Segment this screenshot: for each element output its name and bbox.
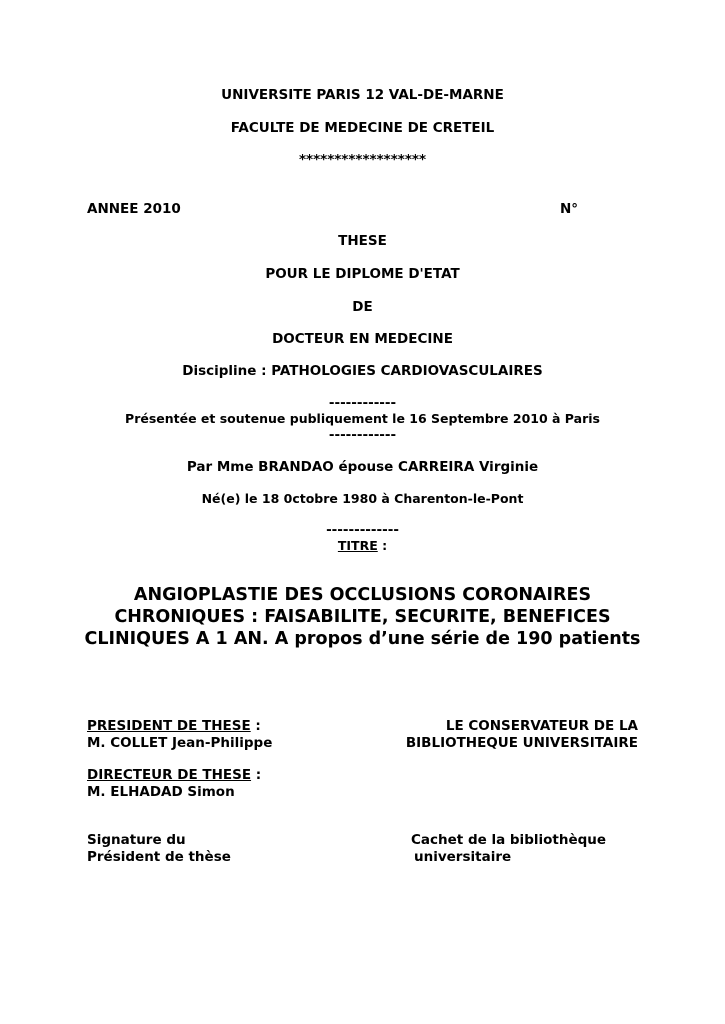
title-colon: :	[377, 538, 388, 553]
signature-line-2: Président de thèse	[87, 849, 231, 865]
conservateur-line-1: LE CONSERVATEUR DE LA	[445, 718, 638, 734]
title-label: TITRE	[337, 538, 378, 553]
director-heading	[87, 767, 261, 783]
director-name: M. ELHADAD Simon	[87, 784, 235, 800]
diploma-line-3: DOCTEUR EN MEDECINE	[272, 331, 453, 347]
presentation-text: Présentée et soutenue publiquement le 16 Septembre 2010 à Paris	[125, 411, 600, 426]
stars-separator: ******************	[298, 152, 427, 168]
signature-line-1: Signature du	[87, 832, 186, 848]
thesis-title	[40, 584, 685, 650]
dash-separator-bottom: ------------	[328, 427, 397, 443]
thesis-title-line-3: CLINIQUES A 1 AN. A propos d’une série de 190 patients	[84, 629, 641, 649]
author-name: Par Mme BRANDAO épouse CARREIRA Virginie	[186, 459, 539, 475]
university-name: UNIVERSITE PARIS 12 VAL-DE-MARNE	[221, 87, 504, 103]
thesis-title-line-2: CHRONIQUES : FAISABILITE, SECURITE, BENEFICES	[114, 607, 611, 627]
thesis-type: THESE	[338, 233, 387, 249]
library-stamp-line-1: Cachet de la bibliothèque	[411, 832, 607, 848]
faculty-name: FACULTE DE MEDECINE DE CRETEIL	[230, 120, 495, 136]
thesis-title-line-1: ANGIOPLASTIE DES OCCLUSIONS CORONAIRES	[133, 585, 592, 605]
diploma-line-2: DE	[352, 299, 373, 315]
year-label: ANNEE 2010	[87, 201, 181, 217]
diploma-line-1: POUR LE DIPLOME D'ETAT	[265, 266, 460, 282]
director-colon: :	[251, 767, 262, 783]
president-label: PRESIDENT DE THESE	[87, 718, 251, 734]
discipline: Discipline : PATHOLOGIES CARDIOVASCULAIRES	[182, 363, 543, 379]
director-label: DIRECTEUR DE THESE	[87, 767, 252, 783]
dash-separator-top: ------------	[328, 395, 397, 411]
library-stamp-line-2: universitaire	[414, 849, 512, 865]
title-dash-separator: -------------	[326, 522, 399, 538]
president-colon: :	[250, 718, 261, 734]
author-birth: Né(e) le 18 0ctobre 1980 à Charenton-le-Pont	[201, 491, 524, 506]
conservateur-line-2: BIBLIOTHEQUE UNIVERSITAIRE	[405, 735, 638, 751]
president-heading	[87, 718, 261, 734]
president-name: M. COLLET Jean-Philippe	[87, 735, 273, 751]
number-label: N°	[560, 201, 579, 217]
title-heading	[0, 538, 725, 554]
